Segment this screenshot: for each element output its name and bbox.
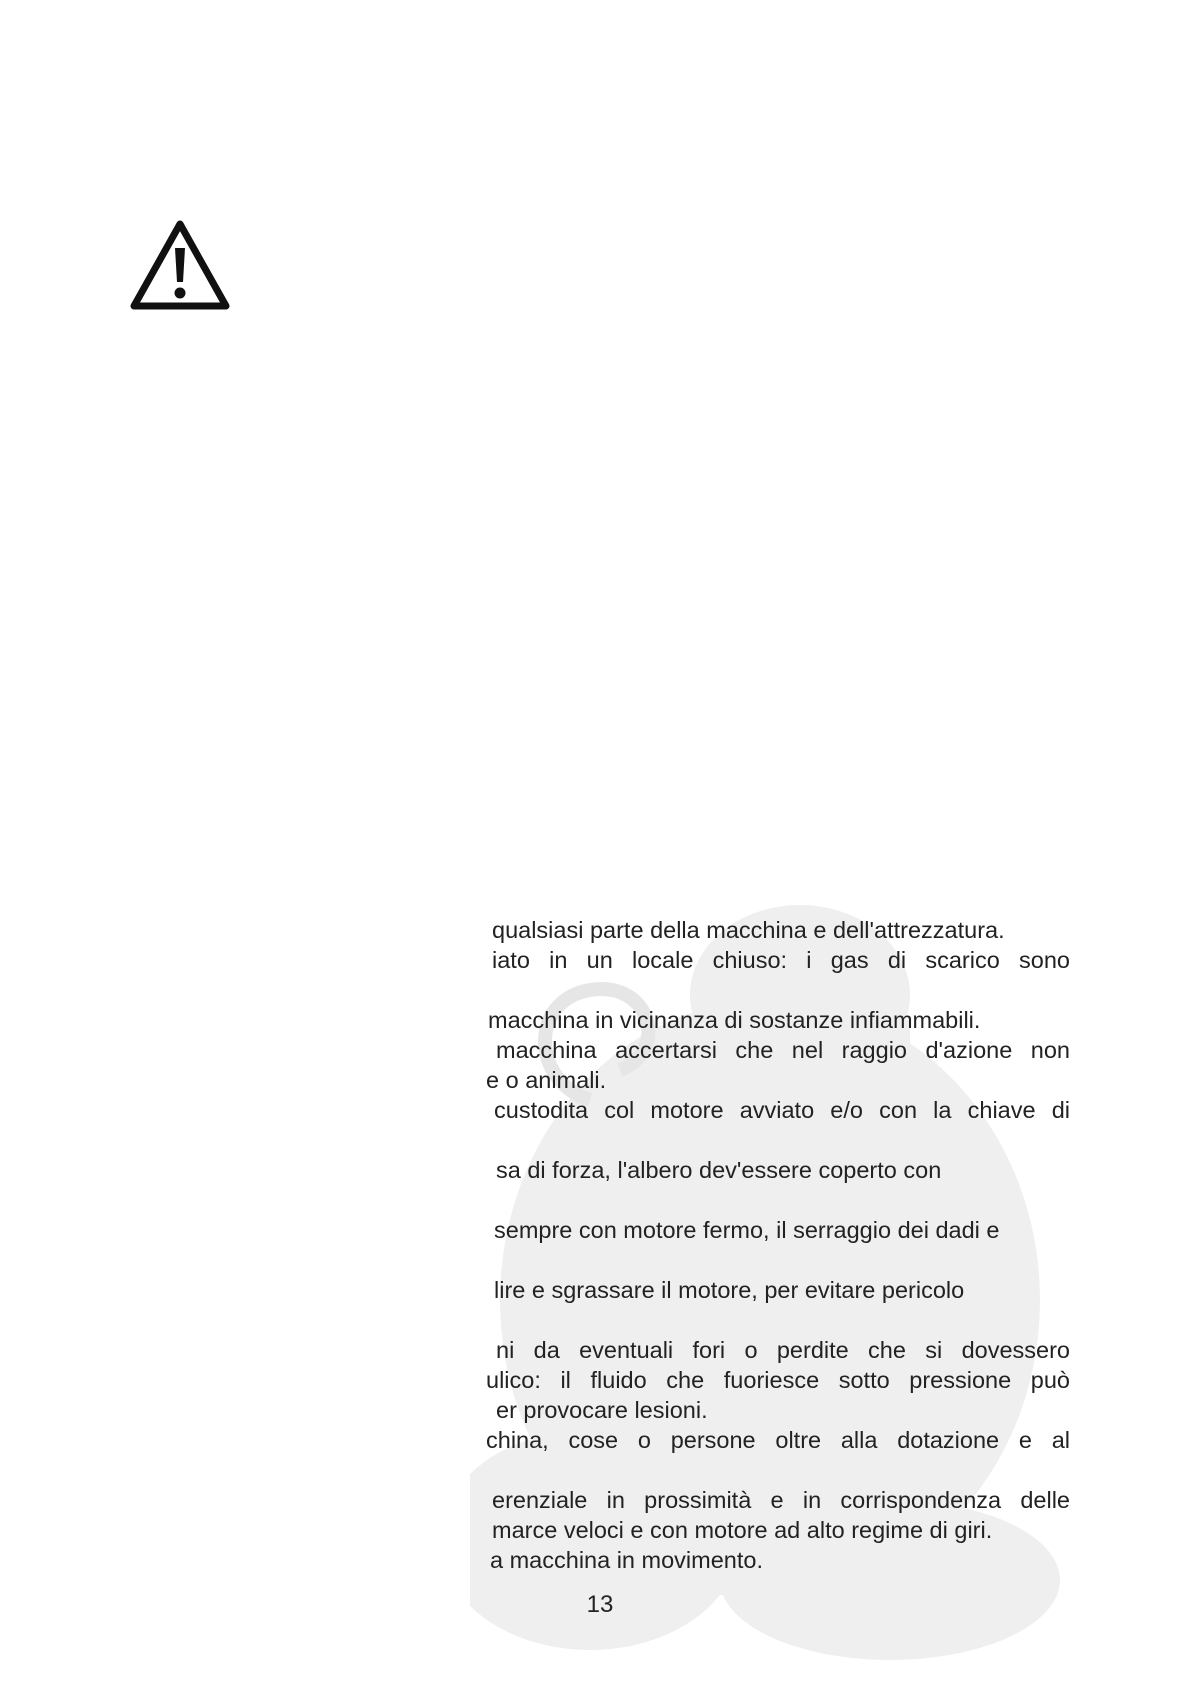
- text-line: lire e sgrassare il motore, per evitare pericolo: [494, 1277, 965, 1303]
- text-line: er provocare lesioni.: [496, 1397, 708, 1423]
- text-line: macchina in vicinanza di sostanze infiammabili.: [488, 1007, 981, 1033]
- text-line: china, cose o persone oltre alla dotazione e al: [486, 1427, 1070, 1453]
- page-number: 13: [586, 1591, 614, 1618]
- text-line: sa di forza, l'albero dev'essere coperto con: [496, 1157, 942, 1183]
- text-line: sempre con motore fermo, il serraggio dei dadi e: [494, 1217, 1000, 1243]
- text-line: iato in un locale chiuso: i gas di scarico sono: [492, 947, 1070, 973]
- text-line: qualsiasi parte della macchina e dell'attrezzatura.: [492, 917, 1005, 943]
- text-line: custodita col motore avviato e/o con la chiave di: [494, 1097, 1070, 1123]
- text-line: macchina accertarsi che nel raggio d'azione non: [496, 1037, 1070, 1063]
- text-line: a macchina in movimento.: [490, 1547, 763, 1573]
- text-line: ni da eventuali fori o perdite che si dovessero: [496, 1337, 1070, 1363]
- text-line: erenziale in prossimità e in corrispondenza delle: [492, 1487, 1070, 1513]
- text-line: marce veloci e con motore ad alto regime di giri.: [492, 1517, 993, 1543]
- text-line: ulico: il fluido che fuoriesce sotto pressione può: [486, 1367, 1070, 1393]
- text-line: e o animali.: [486, 1067, 607, 1093]
